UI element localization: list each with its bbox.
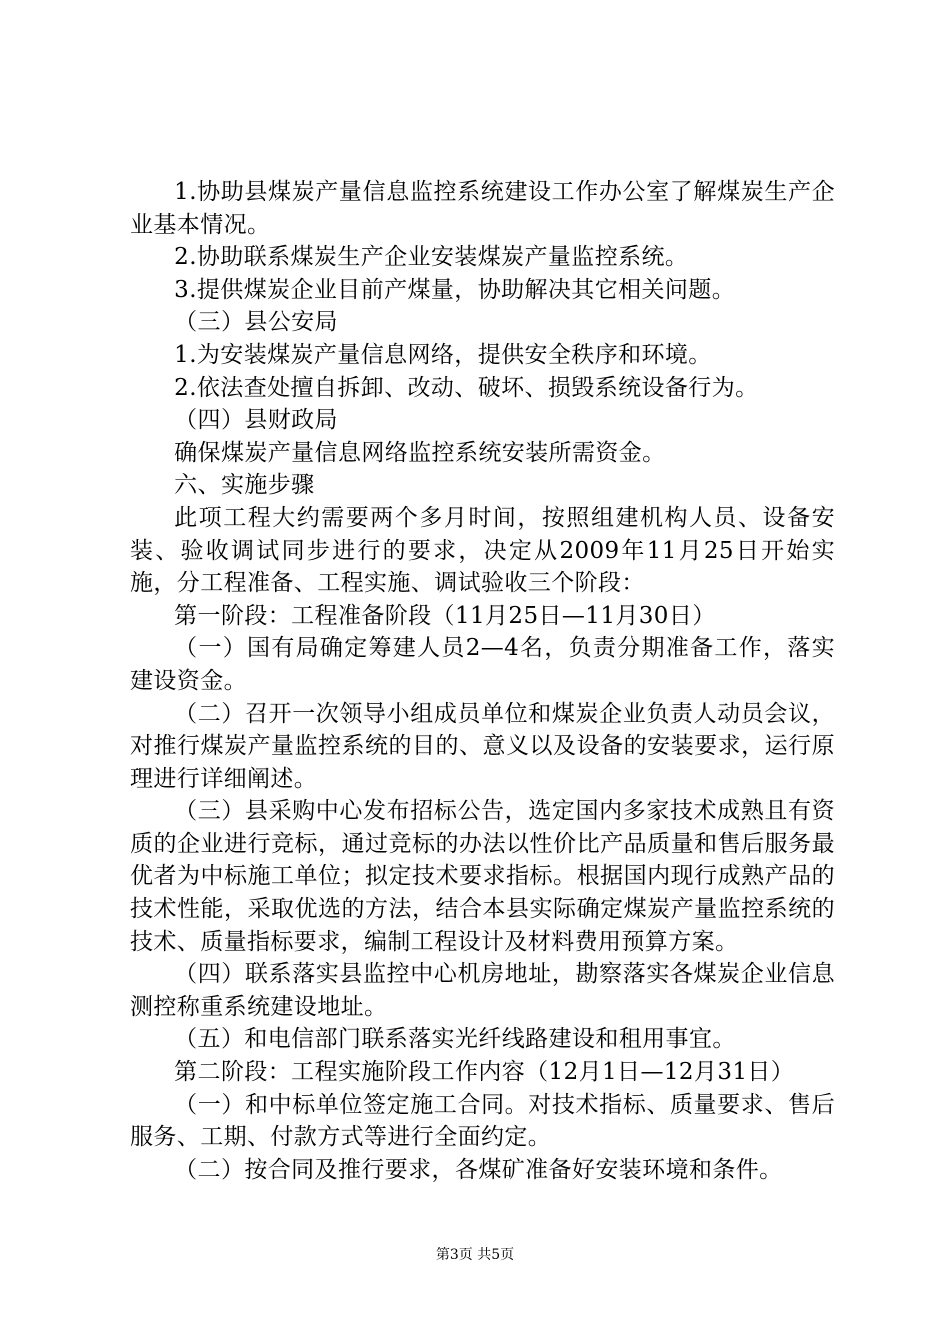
paragraph: 1.为安装煤炭产量信息网络，提供安全秩序和环境。 <box>174 341 712 368</box>
section-heading: 六、实施步骤 <box>174 472 315 499</box>
paragraph: 2.依法查处擅自拆卸、改动、破坏、损毁系统设备行为。 <box>174 374 759 401</box>
paragraph: （二）召开一次领导小组成员单位和煤炭企业负责人动员会议，对推行煤炭产量监控系统的目的、意义以及设备的安装要求，运行原理进行详细阐述。 <box>130 700 835 792</box>
paragraph: （三）县采购中心发布招标公告，选定国内多家技术成熟且有资质的企业进行竞标，通过竞标的办法以性价比产品质量和售后服务最优者为中标施工单位；拟定技术要求指标。根据国内现行成熟产品的技术性能，采取优选的方法，结合本县实际确定煤炭产量监控系统的技术、质量指标要求，编制工程设计及材料费用预算方案。 <box>130 798 835 955</box>
section-heading: （三）县公安局 <box>174 309 338 336</box>
paragraph: （一）国有局确定筹建人员2—4名，负责分期准备工作，落实建设资金。 <box>130 635 835 694</box>
paragraph: 2.协助联系煤炭生产企业安装煤炭产量监控系统。 <box>174 244 689 271</box>
paragraph: （四）联系落实县监控中心机房地址，勘察落实各煤炭企业信息测控称重系统建设地址。 <box>130 961 835 1020</box>
paragraph: （五）和电信部门联系落实光纤线路建设和租用事宜。 <box>174 1026 736 1053</box>
paragraph: 1.协助县煤炭产量信息监控系统建设工作办公室了解煤炭生产企业基本情况。 <box>130 179 835 238</box>
paragraph: （一）和中标单位签定施工合同。对技术指标、质量要求、售后服务、工期、付款方式等进行全面约定。 <box>130 1091 835 1151</box>
page-footer: 第3页 共5页 <box>435 1247 515 1263</box>
paragraph: 确保煤炭产量信息网络监控系统安装所需资金。 <box>174 439 666 466</box>
paragraph: 3.提供煤炭企业目前产煤量，协助解决其它相关问题。 <box>174 276 736 303</box>
paragraph: （二）按合同及推行要求，各煤矿准备好安装环境和条件。 <box>174 1156 783 1183</box>
phase-heading: 第二阶段：工程实施阶段工作内容（12月1日—12月31日） <box>174 1059 795 1086</box>
document-body <box>130 176 835 1186</box>
paragraph: 此项工程大约需要两个多月时间，按照组建机构人员、设备安装、验收调试同步进行的要求，决定从2009年11月25日开始实施，分工程准备、工程实施、调试验收三个阶段： <box>130 504 835 597</box>
section-heading: （四）县财政局 <box>174 407 338 434</box>
phase-heading: 第一阶段：工程准备阶段（11月25日—11月30日） <box>174 602 716 629</box>
